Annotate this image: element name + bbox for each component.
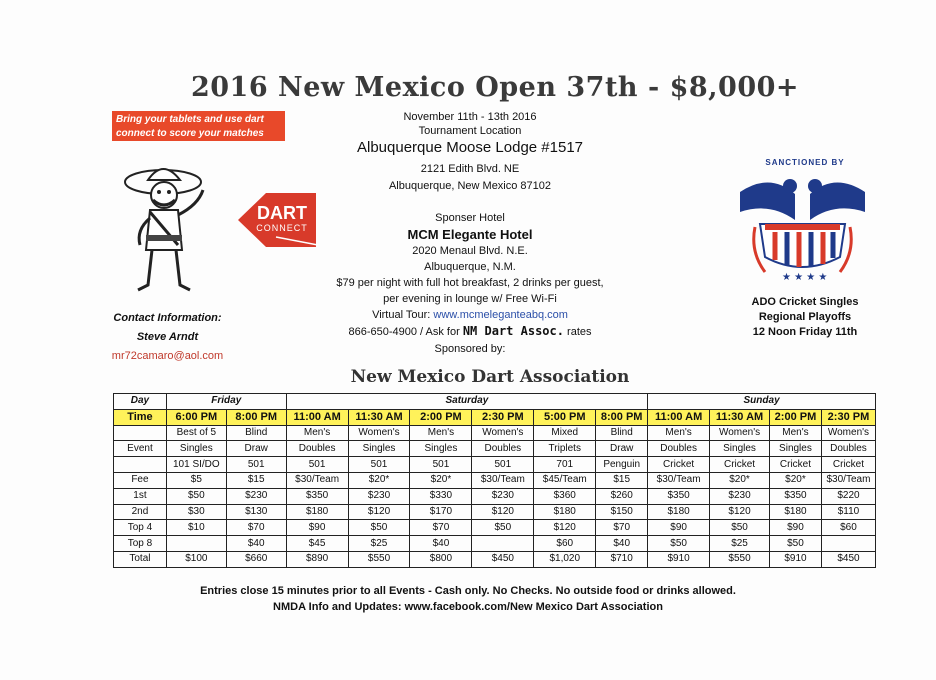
schedule-cell: 501 [410,457,472,473]
schedule-cell: 501 [226,457,286,473]
schedule-cell: $450 [821,551,875,567]
schedule-cell: Singles [770,441,822,457]
schedule-row [114,536,876,552]
footer-entries-note: Entries close 15 minutes prior to all Events - Cash only. No Checks. No outside food or drinks allowed. [200,585,736,597]
row-label-cell: 1st [114,488,167,504]
schedule-table [113,393,876,568]
schedule-cell: Women's [710,425,770,441]
schedule-cell: $70 [226,520,286,536]
schedule-cell [166,536,226,552]
schedule-cell: 501 [472,457,534,473]
schedule-cell: $30/Team [648,472,710,488]
schedule-cell: $180 [648,504,710,520]
hotel-address-2: Albuquerque, N.M. [424,261,516,273]
schedule-cell: 5:00 PM [534,409,596,425]
schedule-cell [472,536,534,552]
ado-playoffs-info [735,295,875,340]
schedule-cell: 8:00 PM [226,409,286,425]
schedule-cell: $30/Team [472,472,534,488]
schedule-cell: $50 [166,488,226,504]
schedule-cell: 101 SI/DO [166,457,226,473]
schedule-cell: $90 [770,520,822,536]
svg-text:★ ★ ★ ★: ★ ★ ★ ★ [782,272,828,283]
venue-address-1: 2121 Edith Blvd. NE [420,163,520,175]
schedule-row [114,472,876,488]
schedule-cell: 8:00 PM [596,409,648,425]
schedule-cell: $230 [226,488,286,504]
sanctioned-by-label: SANCTIONED BY [765,158,845,167]
schedule-cell: $40 [596,536,648,552]
row-label-cell: 2nd [114,504,167,520]
schedule-cell: $550 [348,551,410,567]
schedule-cell: $20* [710,472,770,488]
schedule-cell: $800 [410,551,472,567]
sponsored-by-label: Sponsored by: [434,343,506,355]
schedule-cell: $360 [534,488,596,504]
schedule-cell: $150 [596,504,648,520]
schedule-cell: $20* [410,472,472,488]
schedule-cell: $60 [821,520,875,536]
ado-eagle-logo [735,172,870,287]
schedule-cell: 11:00 AM [286,409,348,425]
schedule-cell: Doubles [648,441,710,457]
schedule-cell: $5 [166,472,226,488]
schedule-cell: $180 [286,504,348,520]
hotel-name: MCM Elegante Hotel [407,227,533,242]
row-label-cell [114,457,167,473]
day-header-cell: Friday [166,394,286,410]
schedule-cell: $50 [348,520,410,536]
schedule-cell: Cricket [770,457,822,473]
hotel-rate-1: $79 per night with full hot breakfast, 2 drinks per guest, [336,277,604,289]
schedule-cell: $120 [472,504,534,520]
schedule-row [114,457,876,473]
phone-line [300,324,640,339]
contact-label: Contact Information: [113,312,222,324]
schedule-cell: Cricket [710,457,770,473]
schedule-cell: Doubles [821,441,875,457]
row-label-cell: Fee [114,472,167,488]
schedule-cell: $15 [596,472,648,488]
hotel-rate-2: per evening in lounge w/ Free Wi-Fi [383,293,557,305]
schedule-cell: $90 [648,520,710,536]
schedule-cell: $230 [472,488,534,504]
schedule-cell: $120 [710,504,770,520]
schedule-cell: $40 [410,536,472,552]
nm-dart-assoc-text: NM Dart Assoc. [462,324,564,338]
schedule-cell: $15 [226,472,286,488]
virtual-tour-line [300,308,640,322]
schedule-cell: $50 [710,520,770,536]
schedule-cell: $890 [286,551,348,567]
hotel-address-1: 2020 Menaul Blvd. N.E. [412,245,528,257]
schedule-cell: $20* [770,472,822,488]
schedule-cell: $50 [648,536,710,552]
schedule-cell: Men's [648,425,710,441]
row-label-cell: Total [114,551,167,567]
phone-prefix: 866-650-4900 / Ask for [348,326,460,338]
schedule-cell: 11:00 AM [648,409,710,425]
schedule-cell: $350 [286,488,348,504]
promo-banner: Bring your tablets and use dart connect to score your matches [112,111,285,141]
schedule-cell: 2:00 PM [410,409,472,425]
schedule-cell: $60 [534,536,596,552]
schedule-cell: $70 [596,520,648,536]
schedule-cell: $50 [472,520,534,536]
schedule-cell: Draw [596,441,648,457]
schedule-cell: $100 [166,551,226,567]
schedule-cell: Blind [226,425,286,441]
sponsor-name: New Mexico Dart Association [350,367,630,387]
schedule-cell: 11:30 AM [348,409,410,425]
venue-name: Albuquerque Moose Lodge #1517 [356,139,584,156]
schedule-row [114,551,876,567]
dartconnect-logo-subtext: CONNECT [256,223,308,233]
schedule-cell: $10 [166,520,226,536]
schedule-cell: $110 [821,504,875,520]
schedule-cell: $130 [226,504,286,520]
schedule-cell: $220 [821,488,875,504]
schedule-cell: $90 [286,520,348,536]
schedule-cell: Singles [166,441,226,457]
schedule-cell: $20* [348,472,410,488]
schedule-cell: $50 [770,536,822,552]
schedule-cell: $260 [596,488,648,504]
day-header-row [114,394,876,410]
schedule-cell: Singles [410,441,472,457]
phone-suffix: rates [567,326,592,338]
schedule-cell: 701 [534,457,596,473]
schedule-row [114,425,876,441]
schedule-cell: $710 [596,551,648,567]
schedule-cell: 2:00 PM [770,409,822,425]
schedule-cell: $230 [710,488,770,504]
schedule-cell: Mixed [534,425,596,441]
schedule-cell: $30/Team [286,472,348,488]
schedule-cell: $30/Team [821,472,875,488]
schedule-cell: Cricket [821,457,875,473]
dartconnect-logo-text: DART [257,203,307,223]
schedule-cell: $25 [348,536,410,552]
schedule-cell: Singles [710,441,770,457]
schedule-cell: Women's [472,425,534,441]
event-info [300,110,640,356]
schedule-cell: $30 [166,504,226,520]
hotel-label: Sponser Hotel [435,212,505,224]
virtual-tour-link[interactable]: www.mcmeleganteabq.com [433,309,568,321]
schedule-cell: $550 [710,551,770,567]
schedule-cell: $170 [410,504,472,520]
schedule-row [114,441,876,457]
footer-updates-note: NMDA Info and Updates: www.facebook.com/New Mexico Dart Association [273,601,663,613]
day-header-cell: Sunday [648,394,876,410]
schedule-cell: $180 [770,504,822,520]
schedule-cell: 11:30 AM [710,409,770,425]
virtual-tour-label: Virtual Tour: [372,309,431,321]
schedule-cell: 2:30 PM [472,409,534,425]
schedule-cell: $350 [770,488,822,504]
schedule-row [114,504,876,520]
day-label-cell: Day [114,394,167,410]
day-header-cell: Saturday [286,394,648,410]
schedule-cell: Men's [770,425,822,441]
row-label-cell: Top 4 [114,520,167,536]
schedule-cell: Cricket [648,457,710,473]
schedule-cell: Doubles [472,441,534,457]
schedule-cell: $230 [348,488,410,504]
location-label: Tournament Location [418,125,522,137]
schedule-cell: $350 [648,488,710,504]
schedule-cell: 2:30 PM [821,409,875,425]
row-label-cell [114,425,167,441]
schedule-cell: Triplets [534,441,596,457]
schedule-cell: Best of 5 [166,425,226,441]
schedule-cell: Penguin [596,457,648,473]
schedule-cell [821,536,875,552]
schedule-cell: $910 [648,551,710,567]
contact-name: Steve Arndt [136,331,199,343]
schedule-row [114,520,876,536]
schedule-cell: $25 [710,536,770,552]
schedule-cell: Men's [410,425,472,441]
schedule-cell: $45 [286,536,348,552]
schedule-cell: Singles [348,441,410,457]
schedule-cell: Doubles [286,441,348,457]
ado-line-3: 12 Noon Friday 11th [752,326,858,338]
schedule-cell: Blind [596,425,648,441]
row-label-cell: Top 8 [114,536,167,552]
ado-line-2: Regional Playoffs [758,311,852,323]
schedule-cell: Draw [226,441,286,457]
schedule-cell: $1,020 [534,551,596,567]
venue-address-2: Albuquerque, New Mexico 87102 [388,180,552,192]
schedule-cell: $45/Team [534,472,596,488]
schedule-cell: 501 [348,457,410,473]
contact-email[interactable]: mr72camaro@aol.com [111,350,224,362]
schedule-cell: $120 [348,504,410,520]
schedule-cell: 6:00 PM [166,409,226,425]
schedule-cell: $910 [770,551,822,567]
schedule-cell: $450 [472,551,534,567]
schedule-cell: $70 [410,520,472,536]
contact-block [100,309,235,366]
schedule-row [114,488,876,504]
bandit-mascot-illustration [118,160,218,295]
row-label-cell: Time [114,409,167,425]
schedule-cell: Women's [348,425,410,441]
row-label-cell: Event [114,441,167,457]
schedule-cell: $180 [534,504,596,520]
schedule-cell: $330 [410,488,472,504]
schedule-cell: 501 [286,457,348,473]
ado-line-1: ADO Cricket Singles [751,296,859,308]
schedule-cell: Men's [286,425,348,441]
schedule-row [114,409,876,425]
event-dates: November 11th - 13th 2016 [403,111,537,123]
schedule-cell: Women's [821,425,875,441]
schedule-cell: $40 [226,536,286,552]
schedule-cell: $660 [226,551,286,567]
page-title: 2016 New Mexico Open 37th - $8,000+ [190,72,800,103]
schedule-cell: $120 [534,520,596,536]
